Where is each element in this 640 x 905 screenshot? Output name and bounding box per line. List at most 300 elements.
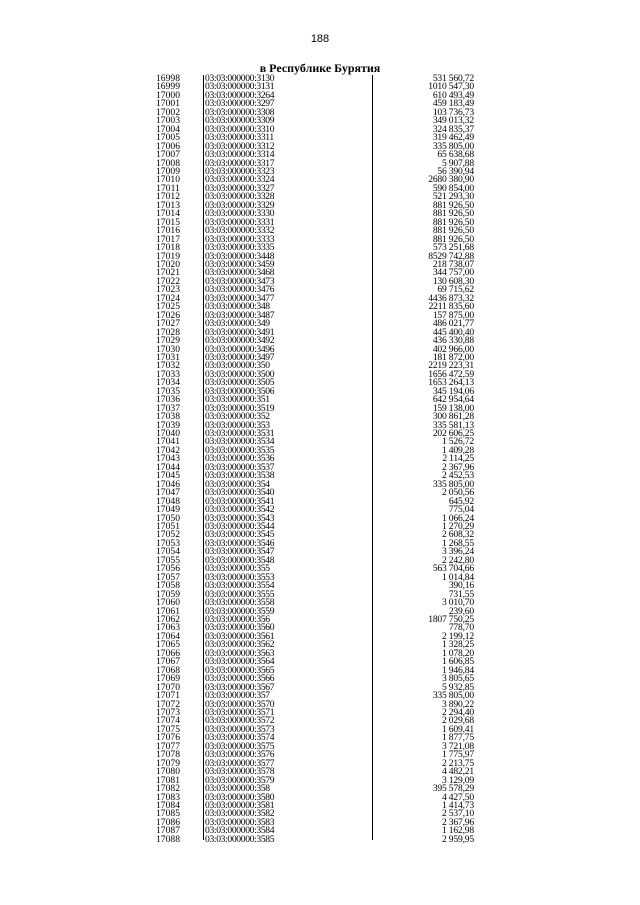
row-number: 17029 [156,335,180,347]
cadastral-value: 56 390,94 [437,165,474,177]
cadastral-value: 1 066,24 [442,512,474,524]
cadastral-number: 03:03:000000:3476 [205,284,275,296]
cadastral-value: 2 242,80 [442,554,474,566]
cadastral-number: 03:03:000000:3327 [205,182,275,194]
cadastral-value: 335 805,00 [432,140,474,152]
cadastral-value: 345 194,06 [432,385,474,397]
cadastral-number: 03:03:000000:3491 [205,326,275,338]
cadastral-number: 03:03:000000:3583 [205,816,275,828]
cadastral-value: 2 294,40 [442,706,474,718]
row-number: 17042 [156,444,180,456]
cadastral-value: 1 775,97 [442,749,474,761]
cadastral-value: 2 608,32 [442,529,474,541]
cadastral-number: 03:03:000000:3130 [205,73,275,84]
row-number: 17061 [156,605,180,617]
table-row [150,664,490,676]
cadastral-value: 181 872,00 [432,351,474,363]
row-number: 17041 [156,436,180,448]
table-row [150,641,490,649]
cadastral-number: 03:03:000000:3564 [205,656,275,668]
cadastral-value: 2 114,25 [442,453,474,465]
row-number: 17021 [156,267,180,279]
row-number: 17040 [156,428,180,440]
table-row [150,582,490,590]
table-row [150,506,490,514]
cadastral-number: 03:03:000000:3538 [205,470,275,482]
table-row [150,599,490,607]
table-row [150,810,490,818]
row-number: 17004 [156,123,180,135]
cadastral-number: 03:03:000000:3547 [205,546,275,558]
row-number: 17012 [156,191,180,203]
table-row [150,455,490,463]
cadastral-number: 03:03:000000:3579 [205,774,275,786]
cadastral-value: 2 959,95 [442,833,474,845]
row-number: 17002 [156,106,180,118]
table-row [150,768,490,776]
row-number: 17069 [156,673,180,685]
table-row [150,658,490,666]
row-number: 17085 [156,808,180,820]
table-row [150,647,490,659]
row-number: 17077 [156,740,180,752]
cadastral-value: 3 396,24 [442,546,474,558]
row-number: 17008 [156,157,180,169]
cadastral-value: 445 400,40 [432,326,474,338]
table-row [150,799,490,811]
cadastral-value: 69 715,62 [437,284,474,296]
cadastral-number: 03:03:000000:3131 [205,81,275,93]
row-number: 17046 [156,478,180,490]
row-number: 17070 [156,681,180,693]
row-number: 17055 [156,554,180,566]
cadastral-value: 531 560,72 [432,73,474,84]
cadastral-value: 778,70 [448,622,474,634]
cadastral-number: 03:03:000000:3335 [205,242,275,254]
row-number: 17039 [156,419,180,431]
cadastral-value: 103 736,73 [432,106,474,118]
row-number: 17038 [156,411,180,423]
table-row [150,537,490,549]
cadastral-value: 459 183,49 [432,98,474,110]
row-number: 17066 [156,647,180,659]
cadastral-value: 1 162,98 [442,825,474,837]
cadastral-number: 03:03:000000:3566 [205,673,275,685]
row-number: 17058 [156,580,180,592]
cadastral-value: 319 462,49 [432,132,474,144]
cadastral-number: 03:03:000000:3540 [205,487,275,499]
table-row [150,785,490,793]
row-number: 17023 [156,284,180,296]
cadastral-value: 573 251,68 [432,242,474,254]
cadastral-number: 03:03:000000:3559 [205,605,275,617]
cadastral-number: 03:03:000000:3311 [205,132,274,144]
cadastral-number: 03:03:000000:3492 [205,335,275,347]
table-row [150,548,490,556]
cadastral-value: 335 581,13 [432,419,474,431]
table-row [150,692,490,700]
row-number: 17073 [156,706,180,718]
row-number: 17025 [156,301,180,313]
cadastral-number: 03:03:000000:3308 [205,106,275,118]
row-number: 17003 [156,115,180,127]
cadastral-number: 03:03:000000:3314 [205,149,275,161]
cadastral-number: 03:03:000000:3565 [205,664,275,676]
cadastral-value: 402 966,00 [432,343,474,355]
cadastral-value: 4 427,50 [442,791,474,803]
row-number: 17049 [156,504,180,516]
cadastral-value: 159 138,00 [432,402,474,414]
cadastral-value: 324 835,37 [432,123,474,135]
cadastral-number: 03:03:000000:3534 [205,436,275,448]
cadastral-value: 881 926,50 [432,225,474,237]
cadastral-number: 03:03:000000:3560 [205,622,275,634]
row-number: 17057 [156,571,180,583]
cadastral-value: 645,92 [448,495,474,507]
cadastral-value: 881 926,50 [432,199,474,211]
row-number: 17079 [156,757,180,769]
cadastral-value: 335 805,00 [432,690,474,702]
cadastral-number: 03:03:000000:3500 [205,368,275,380]
row-number: 17064 [156,630,180,642]
table-row [150,495,490,507]
cadastral-value: 731,55 [448,588,474,600]
row-number: 17034 [156,377,180,389]
cadastral-number: 03:03:000000:3585 [205,833,275,845]
cadastral-value: 8529 742,88 [428,250,474,262]
cadastral-number: 03:03:000000:354 [205,478,270,490]
cadastral-value: 436 330,88 [432,335,474,347]
row-number: 17052 [156,529,180,541]
table-row [150,827,490,835]
cadastral-value: 486 021,77 [432,318,474,330]
cadastral-number: 03:03:000000:357 [205,690,270,702]
row-number: 17000 [156,89,180,101]
cadastral-value: 5 932,85 [442,681,474,693]
cadastral-value: 590 854,00 [432,182,474,194]
table-row [150,757,490,769]
cadastral-value: 1656 472,59 [428,368,474,380]
row-number: 17019 [156,250,180,262]
row-number: 17033 [156,368,180,380]
row-number: 17067 [156,656,180,668]
cadastral-value: 2219 223,31 [428,360,474,372]
table-row [150,816,490,828]
row-number: 17074 [156,715,180,727]
row-number: 17051 [156,521,180,533]
cadastral-number: 03:03:000000:3577 [205,757,275,769]
cadastral-number: 03:03:000000:3543 [205,512,275,524]
row-number: 17045 [156,470,180,482]
cadastral-number: 03:03:000000:3468 [205,267,275,279]
row-number: 16999 [156,81,180,93]
row-number: 17083 [156,791,180,803]
cadastral-number: 03:03:000000:3546 [205,537,275,549]
cadastral-number: 03:03:000000:3329 [205,199,275,211]
cadastral-value: 2 537,10 [442,808,474,820]
cadastral-number: 03:03:000000:3519 [205,402,275,414]
table-row [150,630,490,642]
cadastral-value: 4 482,21 [442,766,474,778]
row-number: 17031 [156,351,180,363]
cadastral-number: 03:03:000000:3558 [205,597,275,609]
cadastral-value: 1 606,85 [442,656,474,668]
cadastral-number: 03:03:000000:3555 [205,588,275,600]
cadastral-number: 03:03:000000:3317 [205,157,275,169]
row-number: 17065 [156,639,180,651]
row-number: 17075 [156,723,180,735]
row-number: 17016 [156,225,180,237]
row-number: 17063 [156,622,180,634]
row-number: 17017 [156,233,180,245]
row-number: 17081 [156,774,180,786]
row-number: 17006 [156,140,180,152]
cadastral-number: 03:03:000000:3544 [205,521,275,533]
cadastral-number: 03:03:000000:353 [205,419,270,431]
cadastral-value: 881 926,50 [432,216,474,228]
cadastral-number: 03:03:000000:3584 [205,825,275,837]
cadastral-number: 03:03:000000:3561 [205,630,275,642]
row-number: 17036 [156,394,180,406]
cadastral-number: 03:03:000000:3548 [205,554,275,566]
row-number: 17080 [156,766,180,778]
cadastral-value: 395 578,29 [432,783,474,795]
row-number: 17007 [156,149,180,161]
row-number: 17059 [156,588,180,600]
cadastral-number: 03:03:000000:3553 [205,571,275,583]
row-number: 17054 [156,546,180,558]
cadastral-number: 03:03:000000:3333 [205,233,275,245]
cadastral-number: 03:03:000000:3574 [205,732,275,744]
cadastral-number: 03:03:000000:3563 [205,647,275,659]
row-number: 17060 [156,597,180,609]
row-number: 17068 [156,664,180,676]
cadastral-number: 03:03:000000:3541 [205,495,275,507]
row-number: 17082 [156,783,180,795]
row-number: 17050 [156,512,180,524]
cadastral-value: 642 954,64 [432,394,474,406]
row-number: 17032 [156,360,180,372]
row-number: 17076 [156,732,180,744]
cadastral-number: 03:03:000000:3506 [205,385,275,397]
row-number: 17011 [156,182,180,194]
cadastral-number: 03:03:000000:3487 [205,309,275,321]
table-row [150,717,490,725]
cadastral-number: 03:03:000000:3505 [205,377,275,389]
cadastral-value: 1 268,55 [442,537,474,549]
cadastral-number: 03:03:000000:3567 [205,681,275,693]
cadastral-value: 239,60 [448,605,474,617]
cadastral-number: 03:03:000000:3264 [205,89,275,101]
cadastral-value: 300 861,28 [432,411,474,423]
cadastral-value: 563 704,66 [432,563,474,575]
cadastral-number: 03:03:000000:3324 [205,174,275,186]
cadastral-number: 03:03:000000:3578 [205,766,275,778]
row-number: 17009 [156,165,180,177]
row-number: 17026 [156,309,180,321]
cadastral-number: 03:03:000000:3576 [205,749,275,761]
row-number: 17056 [156,563,180,575]
cadastral-number: 03:03:000000:355 [205,563,270,575]
cadastral-number: 03:03:000000:3448 [205,250,275,262]
table-row [150,723,490,735]
cadastral-value: 1 409,28 [442,444,474,456]
cadastral-value: 202 606,25 [432,428,474,440]
table-row [150,706,490,718]
cadastral-number: 03:03:000000:3575 [205,740,275,752]
cadastral-value: 2 029,68 [442,715,474,727]
cadastral-value: 521 293,30 [432,191,474,203]
cadastral-value: 775,04 [448,504,474,516]
cadastral-number: 03:03:000000:3573 [205,723,275,735]
cadastral-number: 03:03:000000:3531 [205,428,275,440]
table-row [150,751,490,759]
cadastral-value: 1010 547,30 [428,81,474,93]
cadastral-value: 1 946,84 [442,664,474,676]
cadastral-number: 03:03:000000:351 [205,394,270,406]
cadastral-value: 881 926,50 [432,208,474,220]
table-row [150,571,490,583]
cadastral-value: 1 078,20 [442,647,474,659]
cadastral-number: 03:03:000000:349 [205,318,270,330]
cadastral-number: 03:03:000000:3535 [205,444,275,456]
cadastral-number: 03:03:000000:3312 [205,140,275,152]
cadastral-number: 03:03:000000:3330 [205,208,275,220]
cadastral-number: 03:03:000000:3572 [205,715,275,727]
cadastral-value: 3 890,22 [442,698,474,710]
cadastral-number: 03:03:000000:3332 [205,225,275,237]
cadastral-value: 2 050,56 [442,487,474,499]
cadastral-number: 03:03:000000:3473 [205,275,275,287]
table-row [150,624,490,632]
table-row [150,430,490,438]
cadastral-number: 03:03:000000:3570 [205,698,275,710]
cadastral-value-table [150,73,490,845]
cadastral-number: 03:03:000000:3309 [205,115,275,127]
row-number: 17005 [156,132,180,144]
table-row [150,512,490,524]
row-number: 17072 [156,698,180,710]
table-row [150,791,490,803]
cadastral-value: 3 721,08 [442,740,474,752]
row-number: 17010 [156,174,180,186]
cadastral-number: 03:03:000000:3497 [205,351,275,363]
cadastral-value: 344 757,00 [432,267,474,279]
table-row [150,565,490,573]
cadastral-number: 03:03:000000:3477 [205,292,275,304]
cadastral-number: 03:03:000000:3536 [205,453,275,465]
cadastral-value: 390,16 [448,580,474,592]
cadastral-number: 03:03:000000:3297 [205,98,275,110]
cadastral-number: 03:03:000000:3554 [205,580,275,592]
cadastral-value: 1 526,72 [442,436,474,448]
cadastral-value: 2 199,12 [442,630,474,642]
row-number: 17013 [156,199,180,211]
row-number: 17078 [156,749,180,761]
cadastral-value: 1 328,25 [442,639,474,651]
table-row [150,740,490,752]
cadastral-value: 130 608,30 [432,275,474,287]
row-number: 17014 [156,208,180,220]
cadastral-value: 2 452,53 [442,470,474,482]
cadastral-value: 3 805,65 [442,673,474,685]
cadastral-value: 349 013,32 [432,115,474,127]
row-number: 17020 [156,258,180,270]
cadastral-number: 03:03:000000:3580 [205,791,275,803]
page-number: 188 [310,33,330,45]
cadastral-value: 1653 264,13 [428,377,474,389]
row-number: 17047 [156,487,180,499]
table-row [150,588,490,600]
cadastral-number: 03:03:000000:356 [205,614,270,625]
row-number: 17030 [156,343,180,355]
row-number: 17018 [156,242,180,254]
cadastral-value: 157 875,00 [432,309,474,321]
table-row [150,444,490,456]
cadastral-value: 2 367,96 [442,816,474,828]
cadastral-number: 03:03:000000:3496 [205,343,275,355]
table-row [150,478,490,490]
row-number: 17053 [156,537,180,549]
table-body [150,75,490,844]
cadastral-value: 3 129,09 [442,774,474,786]
cadastral-number: 03:03:000000:352 [205,411,270,423]
row-number: 17024 [156,292,180,304]
cadastral-value: 1807 750,25 [428,614,474,625]
cadastral-value: 1 877,75 [442,732,474,744]
cadastral-value: 2 367,96 [442,461,474,473]
cadastral-number: 03:03:000000:3310 [205,123,275,135]
cadastral-value: 218 738,07 [432,258,474,270]
cadastral-number: 03:03:000000:3459 [205,258,275,270]
cadastral-number: 03:03:000000:3323 [205,165,275,177]
cadastral-number: 03:03:000000:3562 [205,639,275,651]
row-number: 17071 [156,690,180,702]
table-row [150,461,490,473]
row-number: 17001 [156,98,180,110]
row-number: 16998 [156,73,180,84]
row-number: 17062 [156,614,180,625]
table-row [150,616,490,624]
row-number: 17084 [156,799,180,811]
row-number: 17087 [156,825,180,837]
row-number: 17035 [156,385,180,397]
cadastral-number: 03:03:000000:348 [205,301,270,313]
cadastral-value: 2211 835,60 [428,301,474,313]
row-number: 17088 [156,833,180,845]
table-row [150,734,490,742]
cadastral-number: 03:03:000000:358 [205,783,270,795]
cadastral-value: 881 926,50 [432,233,474,245]
cadastral-value: 5 907,88 [442,157,474,169]
cadastral-value: 335 805,00 [432,478,474,490]
cadastral-number: 03:03:000000:3581 [205,799,275,811]
cadastral-number: 03:03:000000:3328 [205,191,275,203]
table-row [150,698,490,710]
cadastral-number: 03:03:000000:350 [205,360,270,372]
row-number: 17044 [156,461,180,473]
cadastral-number: 03:03:000000:3571 [205,706,275,718]
table-row [150,489,490,497]
table-row [150,523,490,531]
table-row [150,438,490,446]
cadastral-value: 2 213,75 [442,757,474,769]
cadastral-value: 1 014,84 [442,571,474,583]
cadastral-number: 03:03:000000:3582 [205,808,275,820]
table-row [150,531,490,539]
row-number: 17048 [156,495,180,507]
cadastral-value: 4436 873,32 [428,292,474,304]
